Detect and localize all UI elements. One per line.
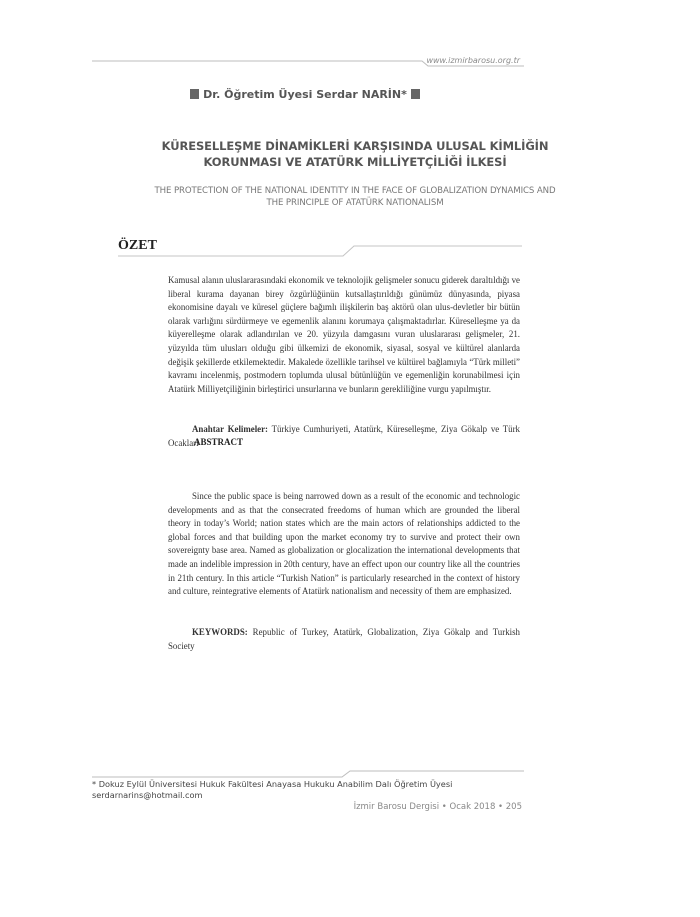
title-tr-line-2: KORUNMASI VE ATATÜRK MİLLİYETÇİLİĞİ İLKESİ	[203, 155, 507, 169]
footnote-email: serdarnarins@hotmail.com	[92, 790, 203, 800]
keywords-en-text: Republic of Turkey, Atatürk, Globalization, Ziya Gökalp and Turkish Society	[168, 627, 520, 651]
author-name: Dr. Öğretim Üyesi Serdar NARİN*	[203, 88, 407, 101]
footnote	[92, 779, 522, 801]
header-url: www.izmirbarosu.org.tr	[426, 56, 520, 65]
abstract-text: Since the public space is being narrowed down as a result of the economic and technologic developments and as that the consecrated freedoms of human which are grounded the liberal theory in today’s World; nation states which are the main actors of relationships addicted to the global forces and that building upon the market economy try to survive and protect their own sovereignty base area. Named as globalization or glocalization the international developments that made an indelible impression in 20th century, have an effect upon our country like all the countries in 21th century. In this article “Turkish Nation” is particularly researched in the context of history and culture, reintegrative elements of Atatürk nationalism and necessity of them are emphasized.	[168, 491, 520, 597]
keywords-tr-label: Anahtar Kelimeler:	[192, 424, 269, 434]
ozet-heading: ÖZET	[118, 238, 157, 253]
ozet-text: Kamusal alanın uluslararasındaki ekonomik ve teknolojik gelişmeler sonucu giderek daraltıldığı ve liberal kurama dayanan birey özgürlüğünün kutsallaştırıldığı günümüz dünyasında, piyasa ekonomisine dayalı ve küresel güçlere bağımlı ilişkilerin baş aktörü olan ulus-devletler bir bütün olarak varlığını sürdürmeye ve egemenlik alanını korumaya çalışmaktadırlar. Küreselleşme ya da küyerelleşme olarak adlandırılan ve 20. yüzyıla damgasını vuran uluslararası gelişmeler, 21. yüzyılda tüm ulusları olduğu gibi ülkemizi de ekonomik, siyasal, sosyal ve kültürel alanlarda değişik şekillerde etkilemektedir. Makalede özellikle tarihsel ve kültürel bağlamıyla “Türk milleti” kavramı incelenmiş, postmodern toplumda ulusal bütünlüğün ve egemenliğin korunabilmesi için Atatürk Milliyetçiliğinin birleştirici unsurlarına ve bunların gerekliliğine vurgu yapılmıştır.	[168, 275, 520, 394]
keywords-tr-text: Türkiye Cumhuriyeti, Atatürk, Küreselleşme, Ziya Gökalp ve Türk Ocakları	[168, 424, 520, 448]
square-marker-icon	[411, 89, 420, 99]
abstract-paragraph	[168, 490, 520, 599]
square-marker-icon	[190, 89, 199, 99]
abstract-heading: ABSTRACT	[194, 437, 244, 447]
keywords-en-label: KEYWORDS:	[192, 627, 248, 637]
ozet-rule	[118, 244, 522, 258]
keywords-en	[168, 626, 520, 653]
title-en-line-2: THE PRINCIPLE OF ATATÜRK NATIONALISM	[266, 198, 444, 208]
journal-footer: İzmir Barosu Dergisi • Ocak 2018 • 205	[353, 802, 522, 812]
ozet-paragraph	[168, 274, 520, 396]
header-rule	[92, 60, 524, 70]
footnote-affiliation: * Dokuz Eylül Üniversitesi Hukuk Fakültesi Anayasa Hukuku Anabilim Dalı Öğretim Üyesi	[92, 779, 453, 789]
title-tr-line-1: KÜRESELLEŞME DİNAMİKLERİ KARŞISINDA ULUSAL KİMLİĞİN	[161, 139, 549, 153]
title-en-line-1: THE PROTECTION OF THE NATIONAL IDENTITY IN THE FACE OF GLOBALIZATION DYNAMICS AND	[154, 186, 556, 196]
author-line	[0, 88, 610, 101]
